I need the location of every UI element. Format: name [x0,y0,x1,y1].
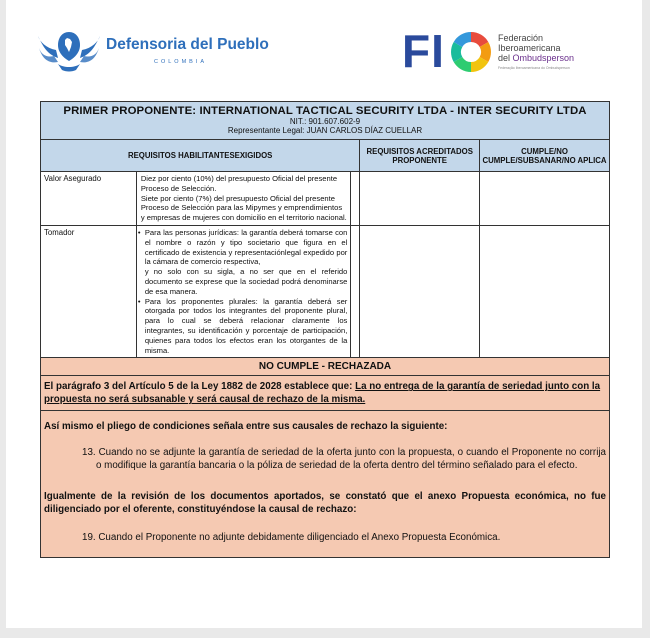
causal-item-19: 19. Cuando el Proponente no adjunte debidamente diligenciado el Anexo Propuesta Económica. [82,532,501,544]
compliance-cell [480,225,610,357]
table-title-cell [41,102,610,140]
proponent-nit: NIT.: 901.607.602-9 [289,117,361,126]
fio-line-1: Federación [498,33,544,43]
letterhead [6,0,642,98]
proponent-title: PRIMER PROPONENTE: INTERNATIONAL TACTICAL SECURITY LTDA - INTER SECURITY LTDA [63,105,587,117]
legal-paragraph-lead: El parágrafo 3 del Artículo 5 de la Ley 1882 de 2028 establece que: [44,381,356,393]
bullet-item: • Para los proponentes plurales: la garantía deberá ser otorgada por todos los integrantes del proponente plural, para lo cual se deberá relacionar claramente los integrantes, su identificación y porcentaje de participación, quienes para todos los efectos eran los otorgantes de la misma. [137,296,348,355]
bullet-item: • Para las personas jurídicas: la garantía deberá tomarse con el nombre o razón y tipo societario que figura en el certificado de existencia y representaciónlegal expedido por la cámara de comercio respectiva, [137,227,348,267]
row-desc-valor-asegurado [136,172,351,226]
desc-paragraph: Siete por ciento (7%) del presupuesto Oficial del presente Proceso de Selección para las Mipymes y emprendimientos y empresas de mujeres con domicilio en el territorio nacional. [140,193,347,223]
bullet-continuation: y no solo con su sigla, a no ser que en el referido documento se exprese que la sociedad podrá denominarse de esa manera. [144,267,348,296]
fio-line-3-a: del [498,53,513,63]
accredited-cell [360,225,480,357]
spacer-cell [351,225,360,357]
fio-line-2: Iberoamericana [498,43,561,53]
legal-paragraph-underlined: La no entrega de la garantía de seriedad junto con la propuesta no será subsanable y será causal de rechazo de la misma. [44,381,601,406]
fio-line-3-b: Ombudsperson [512,53,575,63]
desc-paragraph: Diez por ciento (10%) del presupuesto Oficial del presente Proceso de Selección. [140,174,338,193]
defensoria-name: Defensoria del Pueblo [106,36,269,53]
rejection-reasons [41,411,610,558]
document-page [6,0,642,628]
defensoria-country: COLOMBIA [154,59,208,65]
fio-line-3 [498,53,574,63]
defensoria-logo-icon [36,28,102,74]
review-statement: Igualmente de la revisión de los documentos aportados, se constató que el anexo Propuesta económica, no fue diligenciado por el oferente, constituyéndose la causal de rechazo: [44,491,606,516]
row-label-tomador: Tomador [41,225,137,357]
causal-item-13: 13. Cuando no se adjunte la garantía de seriedad de la oferta junto con la propuesta, o cuando el Proponente no corrija o modifique la garantía bancaria o la póliza de seriedad de la oferta dentro del término señalado para el efecto. [82,447,606,472]
legal-representative: Representante Legal: JUAN CARLOS DÍAZ CUELLAR [227,126,423,135]
verdict-banner: NO CUMPLE - RECHAZADA [41,358,610,376]
proponent-evaluation-table [40,101,610,558]
fio-acronym: FI [402,25,445,77]
compliance-cell [480,172,610,226]
column-header-accredited: REQUISITOS ACREDITADOS PROPONENTE [360,140,480,172]
causal-intro: Así mismo el pliego de condiciones señala entre sus causales de rechazo la siguiente: [44,421,448,433]
fio-tiny-line: Federação Iberoamericana do Ombudsperson [498,66,570,70]
column-header-requirements: REQUISITOS HABILITANTESEXIGIDOS [41,140,360,172]
row-label-valor-asegurado: Valor Asegurado [41,172,137,226]
spacer-cell [351,172,360,226]
legal-paragraph [41,376,610,411]
fio-description [498,33,574,73]
fio-wheel-icon [450,31,492,73]
row-desc-tomador [136,225,351,357]
accredited-cell [360,172,480,226]
column-header-compliance: CUMPLE/NO CUMPLE/SUBSANAR/NO APLICA [480,140,610,172]
